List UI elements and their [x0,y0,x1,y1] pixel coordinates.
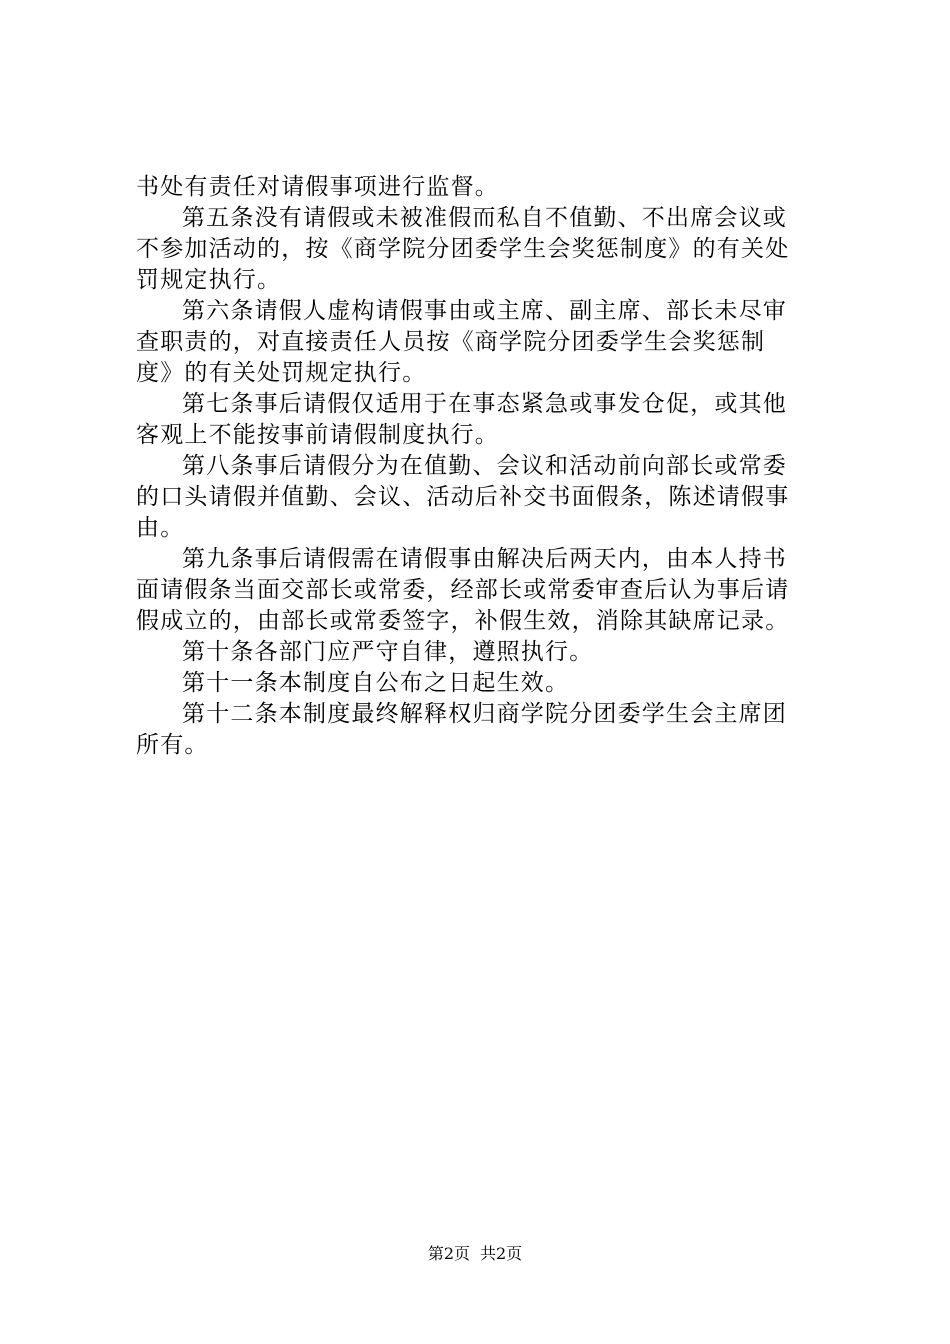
article-5-line: 第五条没有请假或未被准假而私自不值勤、不出席会议或 [182,205,787,231]
article-9-line: 第九条事后请假需在请假事由解决后两天内，由本人持书 [182,546,787,572]
text-line: 罚规定执行。 [136,267,282,293]
document-body [136,172,836,761]
text-line: 面请假条当面交部长或常委，经部长或常委审查后认为事后请 [136,577,790,603]
text-line: 由。 [136,515,185,541]
article-7-line: 第七条事后请假仅适用于在事态紧急或事发仓促，或其他 [182,391,787,417]
text-line: 不参加活动的，按《商学院分团委学生会奖惩制度》的有关处 [136,236,790,262]
article-11-line: 第十一条本制度自公布之日起生效。 [182,670,570,696]
text-line: 假成立的，由部长或常委签字，补假生效，消除其缺席记录。 [136,608,790,634]
article-12-line: 第十二条本制度最终解释权归商学院分团委学生会主席团 [182,701,787,727]
page-total: 共2页 [480,1244,523,1263]
text-line: 所有。 [136,732,209,758]
article-6-line: 第六条请假人虚构请假事由或主席、副主席、部长未尽审 [182,298,787,324]
text-line: 度》的有关处罚规定执行。 [136,360,427,386]
text-line: 的口头请假并值勤、会议、活动后补交书面假条，陈述请假事 [136,484,790,510]
text-line: 客观上不能按事前请假制度执行。 [136,422,499,448]
article-10-line: 第十条各部门应严守自律，遵照执行。 [182,639,594,665]
page-footer [0,1243,950,1265]
text-line: 书处有责任对请假事项进行监督。 [136,174,499,200]
page-number: 第2页 [427,1244,470,1263]
text-line: 查职责的，对直接责任人员按《商学院分团委学生会奖惩制 [136,329,766,355]
article-8-line: 第八条事后请假分为在值勤、会议和活动前向部长或常委 [182,453,787,479]
